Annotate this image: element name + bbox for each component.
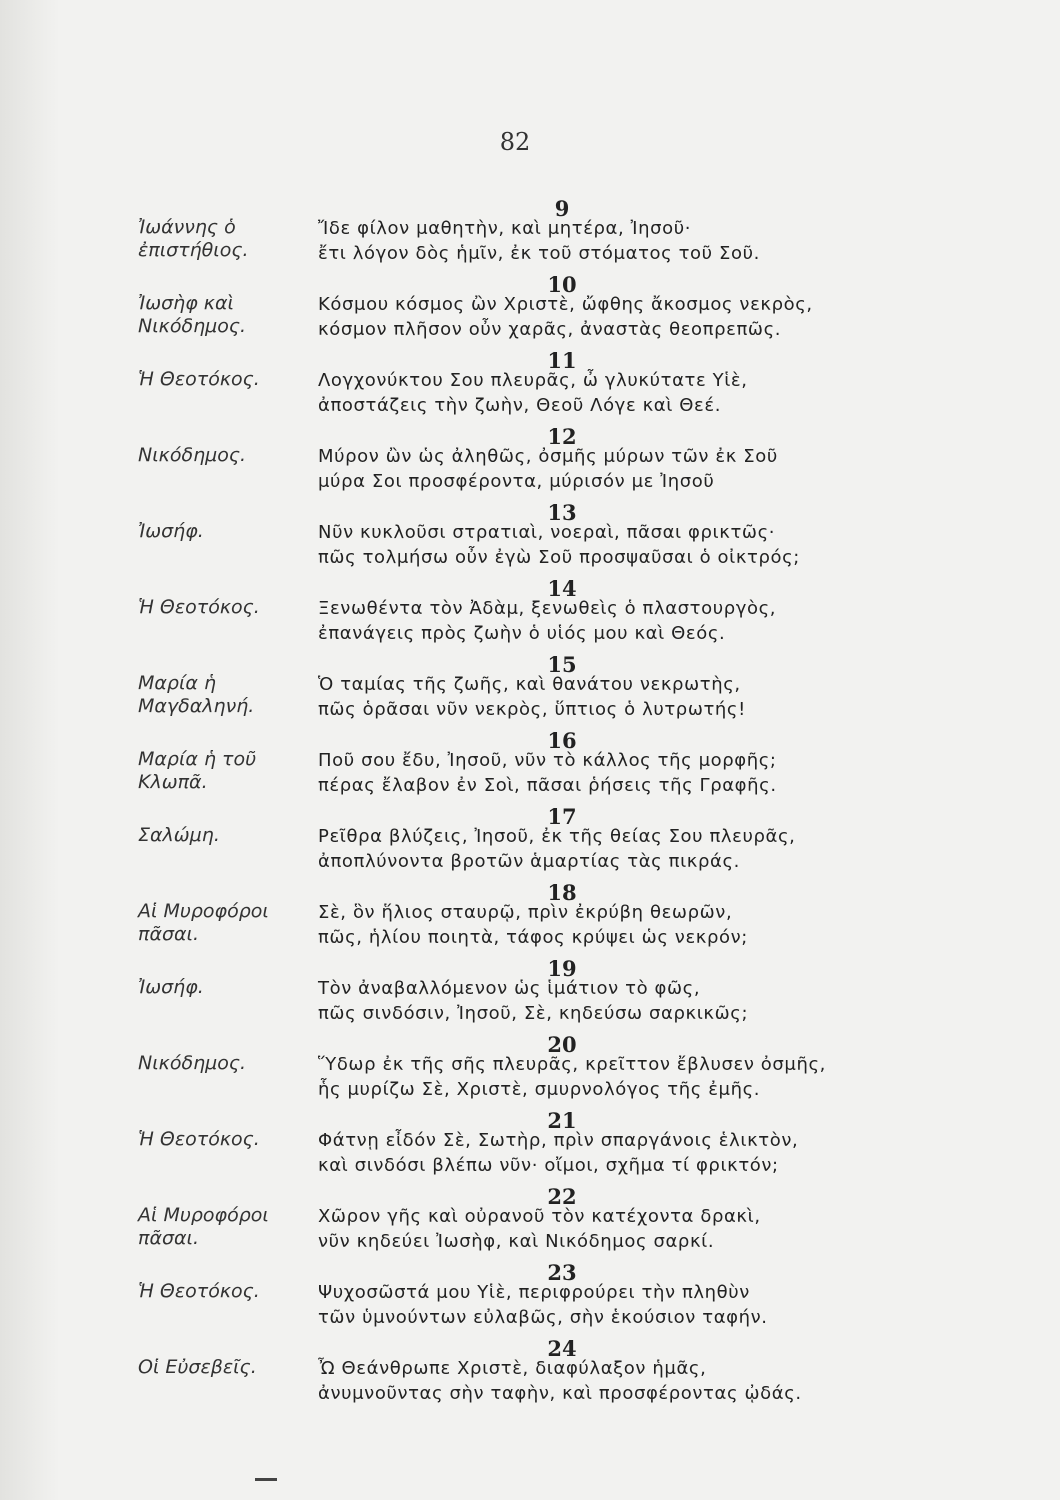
stanza-body (0, 596, 1060, 652)
speaker-line: Ἰωάννης ὁ (138, 216, 236, 238)
stanza (0, 196, 1060, 272)
verse-text (318, 216, 918, 266)
verse-line: πέρας ἔλαβον ἐν Σοὶ, πᾶσαι ῥήσεις τῆς Γραφῆς. (318, 775, 777, 796)
verse-text (318, 1204, 918, 1254)
stanza-body (0, 444, 1060, 500)
verse-line: Ξενωθέντα τὸν Ἀδὰμ, ξενωθεὶς ὁ πλαστουργὸς, (318, 598, 777, 619)
speaker-label (138, 292, 308, 338)
verse-line: ἀνυμνοῦντας σὴν ταφὴν, καὶ προσφέροντας ᾠδάς. (318, 1383, 802, 1404)
stanza-body (0, 748, 1060, 804)
speaker-label (138, 1356, 308, 1379)
verse-line: μύρα Σοι προσφέροντα, μύρισόν με Ἰησοῦ (318, 471, 715, 492)
speaker-line: Μαρία ἡ (138, 672, 217, 694)
verse-text (318, 596, 918, 646)
speaker-label (138, 976, 308, 999)
verse-line: πῶς, ἡλίου ποιητὰ, τάφος κρύψει ὡς νεκρόν; (318, 927, 748, 948)
speaker-line: Σαλώμη. (138, 824, 220, 846)
stanza-list (0, 196, 1060, 1412)
stanza (0, 348, 1060, 424)
verse-line: Σὲ, ὃν ἥλιος σταυρῷ, πρὶν ἐκρύβη θεωρῶν, (318, 902, 733, 923)
stanza-number: 22 (547, 1184, 577, 1209)
footer-mark (255, 1478, 277, 1481)
stanza-body (0, 520, 1060, 576)
speaker-label (138, 216, 308, 262)
stanza-body (0, 1280, 1060, 1336)
stanza-body (0, 824, 1060, 880)
speaker-line: Ἡ Θεοτόκος. (138, 368, 260, 390)
stanza (0, 1336, 1060, 1412)
verse-line: Ὦ Θεάνθρωπε Χριστὲ, διαφύλαξον ἡμᾶς, (318, 1358, 707, 1379)
speaker-label (138, 1280, 308, 1303)
verse-text (318, 748, 918, 798)
stanza-number: 15 (547, 652, 577, 677)
speaker-line: Αἱ Μυροφόροι (138, 900, 269, 922)
verse-line: πῶς τολμήσω οὖν ἐγὼ Σοῦ προσψαῦσαι ὁ οἰκτρός; (318, 547, 800, 568)
stanza-body (0, 1356, 1060, 1412)
speaker-line: Μαγδαληνή. (138, 695, 255, 717)
stanza (0, 424, 1060, 500)
speaker-label (138, 748, 308, 794)
verse-line: Ἴδε φίλον μαθητὴν, καὶ μητέρα, Ἰησοῦ· (318, 218, 692, 239)
verse-line: Φάτνῃ εἶδόν Σὲ, Σωτὴρ, πρὶν σπαργάνοις ἑλικτὸν, (318, 1130, 799, 1151)
stanza (0, 1184, 1060, 1260)
stanza-body (0, 976, 1060, 1032)
speaker-line: Ἰωσήφ. (138, 520, 204, 542)
verse-line: ἧς μυρίζω Σὲ, Χριστὲ, σμυρνολόγος τῆς ἐμῆς. (318, 1079, 761, 1100)
verse-line: κόσμον πλῆσον οὖν χαρᾶς, ἀναστὰς θεοπρεπῶς. (318, 319, 782, 340)
stanza-body (0, 1204, 1060, 1260)
verse-line: Κόσμου κόσμος ὢν Χριστὲ, ὤφθης ἄκοσμος νεκρὸς, (318, 294, 813, 315)
stanza (0, 1108, 1060, 1184)
stanza-body (0, 672, 1060, 728)
verse-text (318, 1052, 918, 1102)
speaker-label (138, 1204, 308, 1250)
stanza (0, 272, 1060, 348)
stanza (0, 804, 1060, 880)
speaker-label (138, 1052, 308, 1075)
speaker-line: Μαρία ἡ τοῦ (138, 748, 257, 770)
speaker-line: ἐπιστήθιος. (138, 239, 249, 261)
verse-text (318, 368, 918, 418)
speaker-line: Οἱ Εὐσεβεῖς. (138, 1356, 257, 1378)
stanza (0, 500, 1060, 576)
stanza (0, 1032, 1060, 1108)
verse-text (318, 520, 918, 570)
verse-line: Μύρον ὢν ὡς ἀληθῶς, ὀσμῆς μύρων τῶν ἐκ Σοῦ (318, 446, 778, 467)
verse-line: πῶς σινδόσιν, Ἰησοῦ, Σὲ, κηδεύσω σαρκικῶς; (318, 1003, 749, 1024)
stanza (0, 1260, 1060, 1336)
verse-text (318, 292, 918, 342)
speaker-line: πᾶσαι. (138, 1227, 199, 1249)
verse-line: πῶς ὁρᾶσαι νῦν νεκρὸς, ὕπτιος ὁ λυτρωτής! (318, 699, 746, 720)
verse-line: Ὁ ταμίας τῆς ζωῆς, καὶ θανάτου νεκρωτὴς, (318, 674, 741, 695)
stanza-number: 21 (547, 1108, 577, 1133)
speaker-line: Ἰωσὴφ καὶ (138, 292, 234, 314)
verse-line: νῦν κηδεύει Ἰωσὴφ, καὶ Νικόδημος σαρκί. (318, 1231, 715, 1252)
stanza-number: 19 (547, 956, 577, 981)
verse-text (318, 444, 918, 494)
stanza (0, 956, 1060, 1032)
stanza-number: 14 (547, 576, 577, 601)
speaker-line: Ἡ Θεοτόκος. (138, 1128, 260, 1150)
verse-text (318, 1280, 918, 1330)
verse-line: Ψυχοσῶστά μου Υἱὲ, περιφρούρει τὴν πληθὺν (318, 1282, 750, 1303)
verse-line: καὶ σινδόσι βλέπω νῦν· οἴμοι, σχῆμα τί φρικτόν; (318, 1155, 779, 1176)
verse-text (318, 976, 918, 1026)
stanza-number: 18 (547, 880, 577, 905)
stanza (0, 880, 1060, 956)
stanza-body (0, 216, 1060, 272)
speaker-line: Κλωπᾶ. (138, 771, 208, 793)
speaker-label (138, 672, 308, 718)
speaker-line: Ἡ Θεοτόκος. (138, 596, 260, 618)
verse-line: Τὸν ἀναβαλλόμενον ὡς ἱμάτιον τὸ φῶς, (318, 978, 701, 999)
verse-line: Χῶρον γῆς καὶ οὐρανοῦ τὸν κατέχοντα δρακὶ, (318, 1206, 761, 1227)
stanza-body (0, 292, 1060, 348)
verse-line: Ρεῖθρα βλύζεις, Ἰησοῦ, ἐκ τῆς θείας Σου πλευρᾶς, (318, 826, 796, 847)
speaker-line: Νικόδημος. (138, 315, 247, 337)
speaker-label (138, 444, 308, 467)
verse-text (318, 672, 918, 722)
stanza-number: 12 (547, 424, 577, 449)
stanza-number: 23 (547, 1260, 577, 1285)
speaker-label (138, 596, 308, 619)
stanza-body (0, 1128, 1060, 1184)
verse-line: ἀποστάζεις τὴν ζωὴν, Θεοῦ Λόγε καὶ Θεέ. (318, 395, 722, 416)
verse-line: Λογχονύκτου Σου πλευρᾶς, ὦ γλυκύτατε Υἱὲ, (318, 370, 748, 391)
stanza-number: 16 (547, 728, 577, 753)
speaker-line: Ἡ Θεοτόκος. (138, 1280, 260, 1302)
speaker-line: Νικόδημος. (138, 444, 247, 466)
verse-text (318, 824, 918, 874)
speaker-label (138, 520, 308, 543)
speaker-label (138, 368, 308, 391)
verse-line: Ποῦ σου ἔδυ, Ἰησοῦ, νῦν τὸ κάλλος τῆς μορφῆς; (318, 750, 777, 771)
speaker-line: Νικόδημος. (138, 1052, 247, 1074)
stanza-number: 9 (554, 196, 570, 221)
stanza-number: 17 (547, 804, 577, 829)
verse-text (318, 1356, 918, 1406)
verse-line: ἔτι λόγον δὸς ἡμῖν, ἐκ τοῦ στόματος τοῦ Σοῦ. (318, 243, 760, 264)
speaker-label (138, 1128, 308, 1151)
speaker-label (138, 824, 308, 847)
verse-line: ἀποπλύνοντα βροτῶν ἁμαρτίας τὰς πικράς. (318, 851, 740, 872)
verse-text (318, 900, 918, 950)
verse-line: τῶν ὑμνούντων εὐλαβῶς, σὴν ἑκούσιον ταφήν. (318, 1307, 768, 1328)
stanza-body (0, 900, 1060, 956)
verse-text (318, 1128, 918, 1178)
speaker-line: πᾶσαι. (138, 923, 199, 945)
speaker-line: Αἱ Μυροφόροι (138, 1204, 269, 1226)
speaker-line: Ἰωσήφ. (138, 976, 204, 998)
page-number: 82 (499, 128, 531, 156)
stanza-body (0, 1052, 1060, 1108)
verse-line: ἐπανάγεις πρὸς ζωὴν ὁ υἱός μου καὶ Θεός. (318, 623, 726, 644)
stanza (0, 652, 1060, 728)
stanza-number: 10 (547, 272, 577, 297)
stanza-number: 24 (547, 1336, 577, 1361)
verse-line: Νῦν κυκλοῦσι στρατιαὶ, νοεραὶ, πᾶσαι φρικτῶς· (318, 522, 776, 543)
speaker-label (138, 900, 308, 946)
verse-line: Ὕδωρ ἐκ τῆς σῆς πλευρᾶς, κρεῖττον ἔβλυσεν ὀσμῆς, (318, 1054, 826, 1075)
stanza (0, 576, 1060, 652)
stanza (0, 728, 1060, 804)
stanza-number: 11 (547, 348, 577, 373)
stanza-body (0, 368, 1060, 424)
stanza-number: 20 (547, 1032, 577, 1057)
stanza-number: 13 (547, 500, 577, 525)
